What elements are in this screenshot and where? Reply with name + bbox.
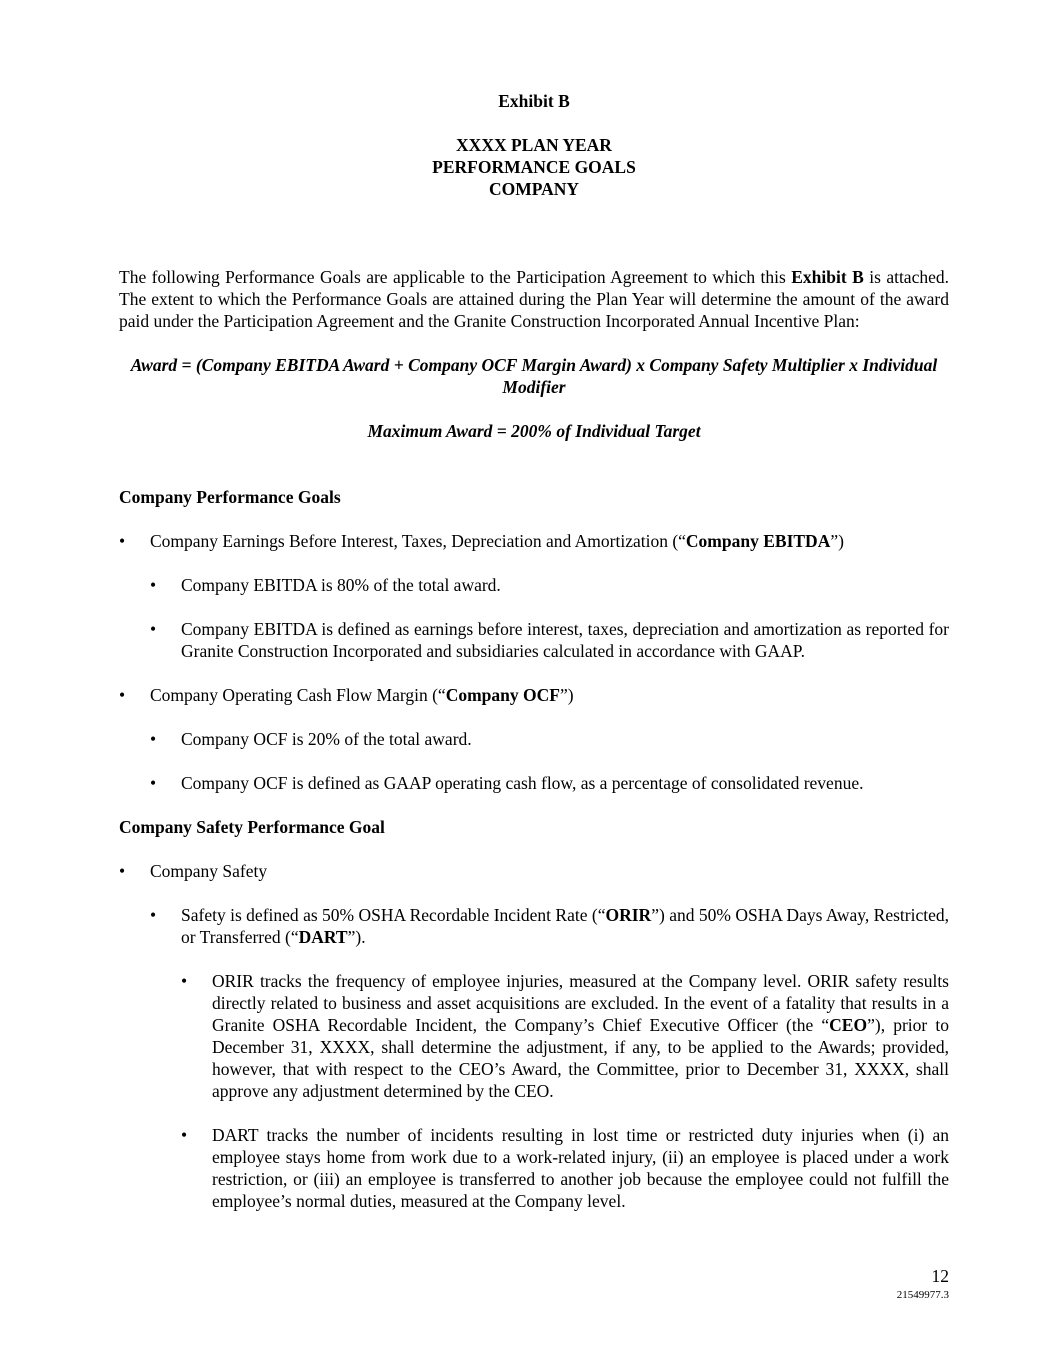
safety-def-text-3: ”). — [347, 927, 366, 947]
orir-term: ORIR — [605, 905, 652, 925]
safety-text: Company Safety — [150, 861, 268, 881]
company-performance-goals-heading: Company Performance Goals — [119, 487, 341, 507]
dart-bullet — [119, 1124, 949, 1212]
intro-exhibit-ref: Exhibit B — [791, 267, 864, 287]
bullet-icon: • — [119, 531, 126, 551]
page-number: 12 — [931, 1266, 949, 1286]
ebitda-bullet — [119, 530, 949, 552]
ocf-bullet — [119, 684, 949, 706]
ebitda-term: Company EBITDA — [685, 531, 831, 551]
exhibit-label: Exhibit B — [498, 91, 570, 111]
document-id: 21549977.3 — [896, 1289, 949, 1301]
maximum-award: Maximum Award = 200% of Individual Target — [367, 421, 701, 441]
orir-text-2: ”), prior to December 31, XXXX, shall determine the adjustment, if any, to be applied to the Awards; provided, however, that with respect to the CEO’s Award, the Committee, prior to December 31, XXXX, shall approve any adjustment determined by the CEO. — [212, 1015, 949, 1101]
ocf-share-text: Company OCF is 20% of the total award. — [181, 729, 472, 749]
bullet-icon: • — [150, 575, 157, 595]
safety-def-text-1: Safety is defined as 50% OSHA Recordable Incident Rate (“ — [181, 905, 606, 925]
ebitda-text-post: ”) — [830, 531, 844, 551]
heading-line-2: PERFORMANCE GOALS — [432, 157, 636, 177]
bullet-icon: • — [150, 729, 157, 749]
bullet-icon: • — [181, 971, 188, 991]
orir-bullet — [119, 970, 949, 1102]
ebitda-text-pre: Company Earnings Before Interest, Taxes, Depreciation and Amortization (“ — [150, 531, 686, 551]
dart-text: DART tracks the number of incidents resulting in lost time or restricted duty injuries when (i) an employee stays home from work due to a work-related injury, (ii) an employee is placed under a work restriction, or (iii) an employee is transferred to another job because the employee could not fulfill the employee’s normal duties, measured at the Company level. — [212, 1125, 949, 1211]
ceo-term: CEO — [829, 1015, 868, 1035]
safety-bullet — [119, 860, 949, 882]
dart-term: DART — [298, 927, 348, 947]
safety-goal-heading: Company Safety Performance Goal — [119, 817, 385, 837]
ebitda-share-bullet — [119, 574, 949, 596]
ocf-definition-bullet — [119, 772, 949, 794]
safety-definition-bullet — [119, 904, 949, 948]
ebitda-share-text: Company EBITDA is 80% of the total award. — [181, 575, 501, 595]
heading-line-1: XXXX PLAN YEAR — [456, 135, 612, 155]
bullet-icon: • — [119, 685, 126, 705]
ebitda-definition-text: Company EBITDA is defined as earnings before interest, taxes, depreciation and amortization as reported for Granite Construction Incorporated and subsidiaries calculated in accordance with GAAP. — [181, 619, 949, 661]
bullet-icon: • — [119, 861, 126, 881]
orir-text-1: ORIR tracks the frequency of employee injuries, measured at the Company level. ORIR safety results directly related to business and asset acquisitions are excluded. In the event of a fatality that results in a Granite OSHA Recordable Incident, the Company’s Chief Executive Officer (the “ — [212, 971, 949, 1035]
intro-text-2: is attached. The extent to which the Performance Goals are attained during the Plan Year will determine the amount of the award paid under the Participation Agreement and the Granite Construction Incorporated Annual Incentive Plan: — [119, 267, 949, 331]
safety-def-text-2: ”) and 50% OSHA Days Away, Restricted, or Transferred (“ — [181, 905, 949, 947]
bullet-icon: • — [181, 1125, 188, 1145]
ocf-text-post: ”) — [559, 685, 574, 705]
ebitda-definition-bullet — [119, 618, 949, 662]
exhibit-title — [119, 90, 949, 112]
plan-year-heading — [119, 134, 949, 200]
intro-paragraph — [119, 266, 949, 332]
ocf-definition-text: Company OCF is defined as GAAP operating cash flow, as a percentage of consolidated revenue. — [181, 773, 864, 793]
document-page — [119, 90, 949, 1212]
ocf-text-pre: Company Operating Cash Flow Margin (“ — [150, 685, 446, 705]
ocf-share-bullet — [119, 728, 949, 750]
ocf-term: Company OCF — [445, 685, 560, 705]
heading-line-3: COMPANY — [488, 179, 580, 199]
award-formula: Award = (Company EBITDA Award + Company OCF Margin Award) x Company Safety Multiplier x Individual Modifier — [130, 355, 938, 397]
bullet-icon: • — [150, 773, 157, 793]
bullet-icon: • — [150, 905, 157, 925]
intro-text-1: The following Performance Goals are applicable to the Participation Agreement to which this — [119, 267, 792, 287]
bullet-icon: • — [150, 619, 157, 639]
